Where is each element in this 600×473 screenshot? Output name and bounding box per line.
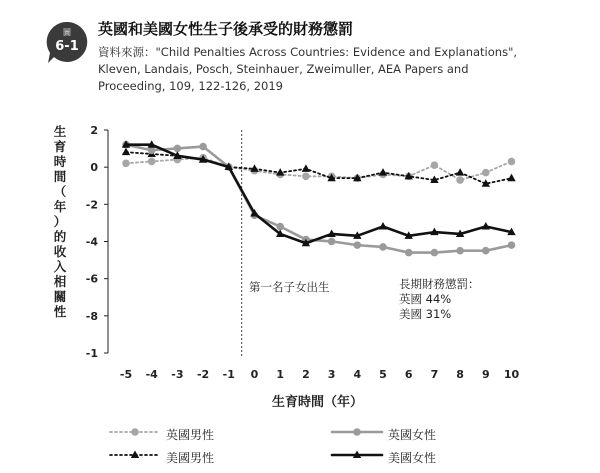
figure-title: 英國和美國女性生子後承受的財務懲罰 xyxy=(98,20,354,38)
x-tick-label: -4 xyxy=(145,368,158,381)
penalty-uk: 英國 44% xyxy=(399,292,452,306)
data-point xyxy=(456,247,464,255)
data-point xyxy=(482,169,490,177)
x-tick-label: 4 xyxy=(353,368,362,381)
data-point xyxy=(302,164,310,172)
data-point xyxy=(276,223,284,231)
x-tick-label: 3 xyxy=(327,368,336,381)
data-point xyxy=(482,222,490,230)
data-point xyxy=(379,222,387,230)
series-line xyxy=(126,145,512,253)
data-point xyxy=(431,249,439,257)
y-axis-label-char: 生 xyxy=(53,124,67,139)
source-line: Kleven, Landais, Posch, Steinhauer, Zweimuller, AEA Papers and xyxy=(98,62,469,76)
data-point xyxy=(379,168,387,176)
x-tick-label: 10 xyxy=(503,368,520,381)
y-axis-label-char: 時 xyxy=(53,154,67,169)
y-axis-label-char: 育 xyxy=(53,139,67,154)
y-axis-label-char: 收 xyxy=(53,244,67,259)
y-tick-label: 2 xyxy=(90,124,98,137)
y-axis-label-char: 年 xyxy=(53,199,67,214)
data-point xyxy=(131,428,139,436)
x-tick-label: 6 xyxy=(404,368,413,381)
data-point xyxy=(122,159,130,167)
data-point xyxy=(328,238,336,246)
data-point xyxy=(456,176,464,184)
legend-label: 英國男性 xyxy=(166,428,215,442)
source-line: Proceeding, 109, 122-126, 2019 xyxy=(98,79,283,93)
series-line xyxy=(126,145,512,244)
event-annotation: 第一名子女出生 xyxy=(249,280,330,294)
y-axis-label-char: 入 xyxy=(53,259,67,274)
y-axis-label-char: 間 xyxy=(53,169,67,184)
y-axis-label-char: ） xyxy=(53,214,67,229)
legend-label: 英國女性 xyxy=(388,428,437,442)
x-tick-label: 7 xyxy=(430,368,439,381)
data-point xyxy=(174,145,182,153)
data-point xyxy=(456,168,464,176)
x-tick-label: 8 xyxy=(456,368,464,381)
data-point xyxy=(507,174,515,182)
y-tick-label: -6 xyxy=(85,272,98,286)
data-point xyxy=(199,143,207,151)
data-point xyxy=(122,148,130,156)
x-tick-label: 1 xyxy=(276,368,285,381)
y-tick-label: -8 xyxy=(85,309,98,323)
x-tick-label: -2 xyxy=(196,368,210,381)
x-tick-label: 2 xyxy=(302,368,310,381)
data-point xyxy=(148,158,156,166)
source-line: 資料來源："Child Penalties Across Countries: Evidence and Explanations", xyxy=(98,45,518,59)
y-axis-label-char: 相 xyxy=(53,274,67,289)
data-point xyxy=(508,158,516,166)
badge-number-text: 6-1 xyxy=(55,39,79,54)
x-tick-label: 9 xyxy=(481,368,490,381)
data-point xyxy=(405,249,413,257)
data-point xyxy=(379,243,387,251)
data-point xyxy=(354,241,362,249)
legend-label: 美國男性 xyxy=(166,451,215,465)
data-point xyxy=(276,168,284,176)
y-tick-label: -4 xyxy=(85,235,98,249)
y-axis-label-char: 的 xyxy=(53,229,67,244)
x-tick-label: -5 xyxy=(119,368,133,381)
penalty-title: 長期財務懲罰： xyxy=(399,277,480,291)
data-point xyxy=(508,241,516,249)
badge-top-text: 圖 xyxy=(63,28,71,37)
legend-label: 美國女性 xyxy=(388,451,437,465)
data-point xyxy=(431,161,439,169)
data-point xyxy=(353,428,361,436)
x-tick-label: -3 xyxy=(171,368,184,381)
x-tick-label: 5 xyxy=(379,368,387,381)
y-axis-label-char: （ xyxy=(53,184,67,199)
x-tick-label: -1 xyxy=(222,368,235,381)
y-axis-label-char: 關 xyxy=(53,289,67,304)
data-point xyxy=(302,173,310,181)
x-axis-label: 生育時間（年） xyxy=(272,395,364,410)
y-tick-label: 0 xyxy=(90,161,98,175)
series-line xyxy=(126,158,512,180)
y-axis-label-char: 性 xyxy=(53,304,67,319)
data-point xyxy=(482,247,490,255)
x-tick-label: 0 xyxy=(250,368,259,381)
y-tick-label: -1 xyxy=(85,347,98,360)
y-tick-label: -2 xyxy=(85,198,98,212)
penalty-us: 美國 31% xyxy=(399,307,452,321)
